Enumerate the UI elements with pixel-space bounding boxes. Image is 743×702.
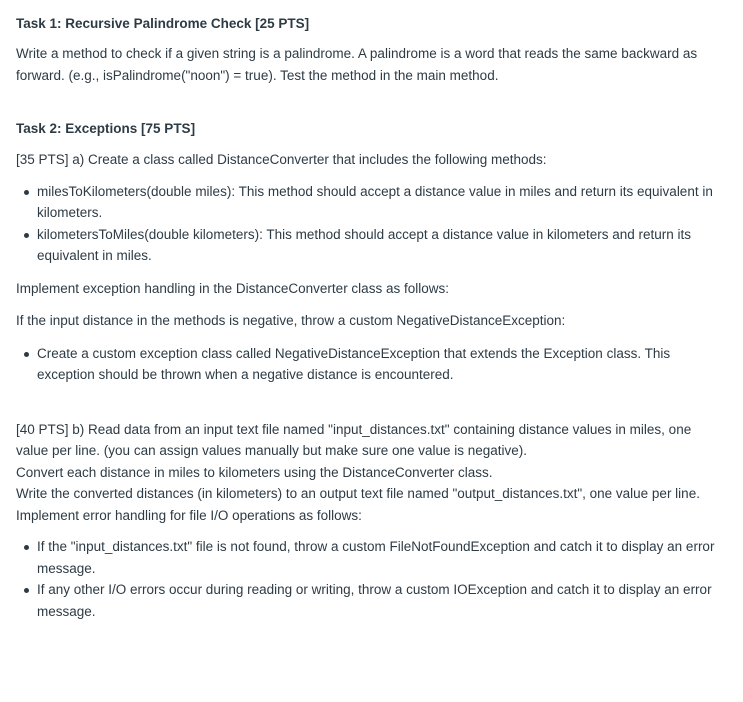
task2b-convert: Convert each distance in miles to kilometers using the DistanceConverter class. — [16, 464, 493, 480]
task1-title: Task 1: Recursive Palindrome Check [25 PTS] — [16, 16, 310, 31]
list-item: If the "input_distances.txt" file is not found, throw a custom FileNotFoundException and catch it to display an error message. — [37, 536, 727, 579]
task2a-exception-list — [16, 343, 727, 386]
task2a-negative-rule: If the input distance in the methods is negative, throw a custom NegativeDistanceException: — [16, 313, 566, 328]
list-item: milesToKilometers(double miles): This method should accept a distance value in miles and return its equivalent in kilometers. — [37, 181, 727, 224]
task2b-intro: [40 PTS] b) Read data from an input text file named "input_distances.txt" containing distance values in miles, one value per line. (you can assign values manually but make sure one value is negative). — [16, 421, 692, 458]
list-item: If any other I/O errors occur during reading or writing, throw a custom IOException and catch it to display an error message. — [37, 579, 727, 622]
task2a-intro: [35 PTS] a) Create a class called DistanceConverter that includes the following methods: — [16, 152, 547, 167]
list-item: Create a custom exception class called NegativeDistanceException that extends the Exception class. This exception should be thrown when a negative distance is encountered. — [37, 343, 727, 386]
task2-title: Task 2: Exceptions [75 PTS] — [16, 121, 196, 136]
task2a-method-list — [16, 181, 727, 267]
task2b-error-intro: Implement error handling for file I/O operations as follows: — [16, 507, 362, 523]
list-item: kilometersToMiles(double kilometers): This method should accept a distance value in kilometers and return its equivalent in miles. — [37, 224, 727, 267]
task1-description: Write a method to check if a given string is a palindrome. A palindrome is a word that reads the same backward as forward. (e.g., isPalindrome("noon") = true). Test the method in the main method. — [16, 46, 698, 83]
task2b-error-list — [16, 536, 727, 622]
task2b-write: Write the converted distances (in kilometers) to an output text file named "output_distances.txt", one value per line. — [16, 486, 700, 501]
task2a-exception-intro: Implement exception handling in the DistanceConverter class as follows: — [16, 280, 449, 296]
